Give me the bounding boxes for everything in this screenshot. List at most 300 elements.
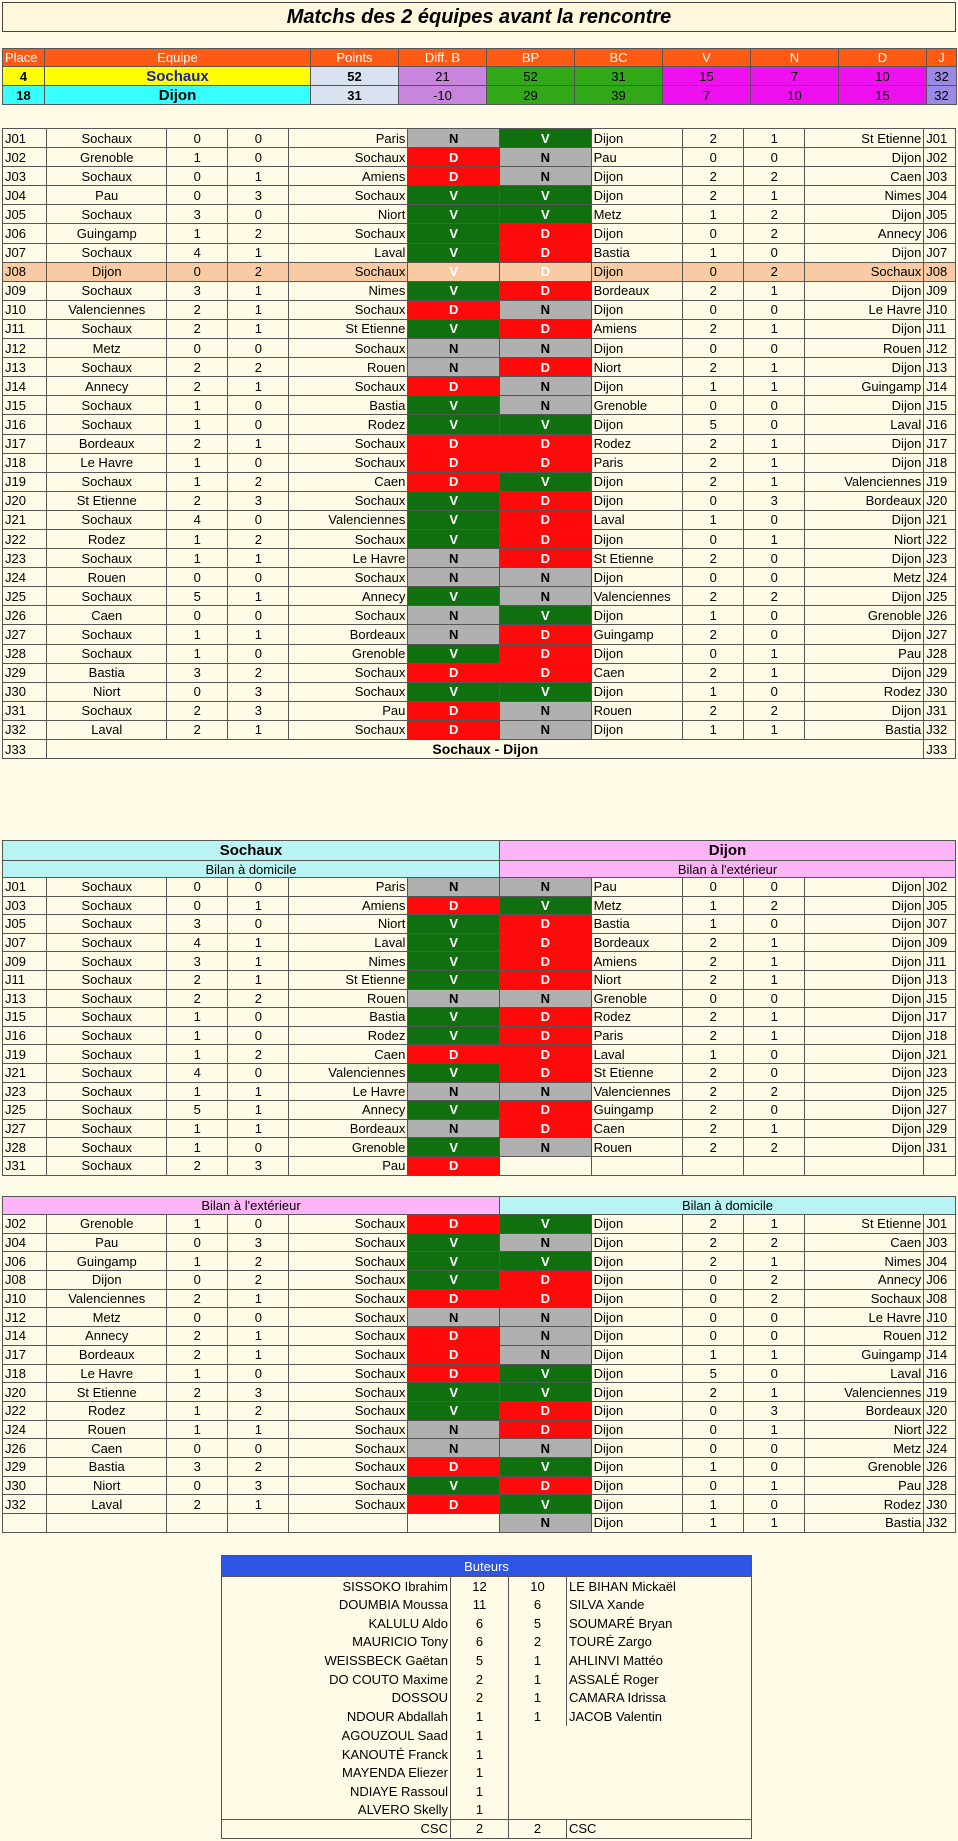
result-badge: N [499, 377, 591, 396]
result-badge: D [500, 915, 592, 934]
fixture-cell: Sochaux [47, 281, 167, 300]
split-cell: 2 [228, 1401, 289, 1420]
split-cell: Sochaux [47, 878, 167, 897]
split-row [3, 1008, 956, 1027]
split-cell: 0 [167, 1439, 228, 1458]
result-badge: V [408, 1233, 500, 1252]
fixture-cell: J13 [3, 358, 47, 377]
split-cell: J04 [924, 1252, 956, 1271]
split-cell: Dijon [591, 1476, 683, 1495]
fixture-cell: J04 [924, 186, 956, 205]
result-badge: N [499, 396, 591, 415]
result-badge: N [499, 587, 591, 606]
split-cell: Rouen [47, 1420, 167, 1439]
split-cell: 1 [167, 1420, 228, 1439]
fixture-cell: Sochaux [47, 472, 167, 491]
fixture-cell: 1 [744, 319, 805, 338]
split-row [3, 1252, 956, 1271]
fixture-cell: 2 [167, 434, 228, 453]
standings-cell: 7 [751, 67, 839, 86]
split-cell: Dijon [805, 896, 924, 915]
split-cell: 1 [228, 1119, 289, 1138]
result-badge: N [408, 989, 500, 1008]
fixture-cell: Guingamp [591, 625, 683, 644]
split-cell: J27 [3, 1119, 47, 1138]
fixture-cell: Dijon [805, 587, 924, 606]
split-cell: J14 [3, 1327, 47, 1346]
fixture-cell: J19 [3, 472, 47, 491]
fixture-cell: Rouen [289, 358, 408, 377]
fixture-cell: Sochaux [47, 644, 167, 663]
split-cell: 2 [167, 1383, 228, 1402]
fixture-cell: Grenoble [805, 606, 924, 625]
fixture-cell: Amiens [289, 167, 408, 186]
split-cell: 2 [683, 1082, 744, 1101]
fixture-cell: Caen [805, 167, 924, 186]
scorer-row [222, 1707, 752, 1726]
scorer-goals: 1 [509, 1707, 567, 1726]
split-cell: Dijon [805, 933, 924, 952]
split-cell: Dijon [591, 1420, 683, 1439]
result-badge: D [499, 243, 591, 262]
split-row [3, 1082, 956, 1101]
split-cell: Le Havre [289, 1082, 408, 1101]
split-cell: Laval [47, 1495, 167, 1514]
scorer-name: LE BIHAN Mickaël [567, 1577, 752, 1596]
next-match-label: Sochaux - Dijon [47, 740, 924, 759]
split-cell: Sochaux [47, 1026, 167, 1045]
split-cell: J23 [3, 1082, 47, 1101]
split-cell: Dijon [805, 989, 924, 1008]
result-badge: V [499, 472, 591, 491]
split-cell: 1 [228, 1101, 289, 1120]
standings-cell: -10 [399, 86, 487, 105]
fixture-cell: 1 [683, 243, 744, 262]
fixture-cell: 1 [744, 720, 805, 739]
split-cell: J07 [924, 915, 956, 934]
split-cell: 2 [683, 1138, 744, 1157]
fixture-cell: Annecy [805, 224, 924, 243]
result-badge: D [500, 1271, 592, 1290]
split-cell: Sochaux [805, 1289, 924, 1308]
fixture-cell: J14 [3, 377, 47, 396]
empty-cell [408, 1514, 500, 1533]
split-cell: J22 [3, 1401, 47, 1420]
split-row [3, 1063, 956, 1082]
standings-cell: 15 [663, 67, 751, 86]
split-cell: J22 [924, 1420, 956, 1439]
scorer-goals: 5 [509, 1614, 567, 1633]
split-row [3, 1289, 956, 1308]
fixture-cell: 2 [683, 663, 744, 682]
fixture-cell: 0 [744, 415, 805, 434]
split-cell: St Etienne [47, 1383, 167, 1402]
split-cell: Guingamp [805, 1345, 924, 1364]
fixture-cell: Dijon [805, 243, 924, 262]
fixture-row [3, 319, 956, 338]
scorer-name: DOSSOU [222, 1689, 451, 1708]
split-cell: 5 [683, 1364, 744, 1383]
split-cell: Sochaux [47, 1082, 167, 1101]
fixture-cell: St Etienne [805, 129, 924, 148]
fixture-row [3, 644, 956, 663]
split-cell: Guingamp [591, 1101, 683, 1120]
fixture-row [3, 167, 956, 186]
result-badge: V [408, 952, 500, 971]
split-cell: Sochaux [289, 1420, 408, 1439]
fixture-cell: 0 [744, 606, 805, 625]
split-cell: Dijon [47, 1271, 167, 1290]
split-cell: 1 [744, 1026, 805, 1045]
fixture-cell: J08 [924, 262, 956, 281]
result-badge: D [408, 720, 500, 739]
split-cell: J05 [924, 896, 956, 915]
fixture-cell: Niort [591, 358, 683, 377]
split-cell: 0 [228, 915, 289, 934]
fixture-cell: J18 [3, 453, 47, 472]
split-cell: 2 [167, 1289, 228, 1308]
csc-label: CSC [567, 1819, 752, 1838]
fixture-cell: 1 [228, 167, 289, 186]
split-cell: 1 [744, 970, 805, 989]
fixture-cell: Dijon [591, 186, 683, 205]
split-cell: Sochaux [47, 933, 167, 952]
fixture-cell: 2 [228, 224, 289, 243]
split-cell: 0 [167, 1308, 228, 1327]
fixture-cell: Laval [47, 720, 167, 739]
fixture-cell: 3 [167, 663, 228, 682]
empty-cell [744, 1156, 805, 1175]
fixture-cell: Dijon [805, 625, 924, 644]
result-badge: N [499, 300, 591, 319]
split-cell: Dijon [591, 1345, 683, 1364]
fixture-cell: J32 [3, 720, 47, 739]
fixture-cell: J29 [924, 663, 956, 682]
split-row [3, 1514, 956, 1533]
result-badge: V [408, 1138, 500, 1157]
split-cell: Metz [591, 896, 683, 915]
split-cell: J08 [924, 1289, 956, 1308]
fixture-cell: 1 [228, 243, 289, 262]
result-badge: N [500, 1439, 592, 1458]
split-cell: 2 [744, 1289, 805, 1308]
split-cell: Dijon [591, 1271, 683, 1290]
split-cell: Sochaux [47, 1045, 167, 1064]
split-cell: Dijon [805, 1119, 924, 1138]
split-cell: Sochaux [289, 1327, 408, 1346]
fixture-cell: Le Havre [289, 549, 408, 568]
fixture-cell: 1 [744, 129, 805, 148]
fixture-row [3, 415, 956, 434]
split-cell: Paris [591, 1026, 683, 1045]
fixture-row [3, 663, 956, 682]
fixture-cell: Rouen [591, 701, 683, 720]
fixture-cell: 2 [744, 167, 805, 186]
result-badge: D [408, 1215, 500, 1234]
split-cell: J13 [924, 970, 956, 989]
right-subtitle: Bilan à l'extérieur [500, 861, 956, 878]
split-cell: Sochaux [47, 989, 167, 1008]
standings-header-cell: Diff. B [399, 49, 487, 67]
fixture-cell: J20 [3, 491, 47, 510]
split-cell: J26 [3, 1439, 47, 1458]
split-cell: J11 [924, 952, 956, 971]
result-badge: D [408, 1345, 500, 1364]
split-cell: Rouen [289, 989, 408, 1008]
result-badge: N [408, 1439, 500, 1458]
fixture-cell: J21 [3, 510, 47, 529]
result-badge: N [499, 701, 591, 720]
fixture-row [3, 281, 956, 300]
split-cell: 2 [683, 1101, 744, 1120]
fixture-cell: 1 [744, 434, 805, 453]
split-cell: Sochaux [47, 1008, 167, 1027]
split-cell: J12 [924, 1327, 956, 1346]
fixture-cell: J20 [924, 491, 956, 510]
fixture-cell: J03 [924, 167, 956, 186]
split-cell: Paris [289, 878, 408, 897]
fixture-cell: 0 [744, 396, 805, 415]
fixture-cell: Nimes [805, 186, 924, 205]
split-cell: J16 [3, 1026, 47, 1045]
split-cell: J16 [924, 1364, 956, 1383]
result-badge: D [500, 1476, 592, 1495]
result-badge: V [408, 933, 500, 952]
buteurs-title: Buteurs [222, 1556, 752, 1577]
fixture-cell: 0 [744, 148, 805, 167]
fixture-cell: Bastia [289, 396, 408, 415]
fixture-cell: Sochaux [289, 491, 408, 510]
split-cell: Bordeaux [591, 933, 683, 952]
result-badge: V [499, 606, 591, 625]
fixture-cell: Sochaux [47, 167, 167, 186]
split-cell: 0 [683, 1289, 744, 1308]
fixture-cell: Pau [591, 148, 683, 167]
result-badge: D [500, 970, 592, 989]
split-cell: 0 [228, 1063, 289, 1082]
empty-cell [683, 1156, 744, 1175]
result-badge: D [408, 1495, 500, 1514]
result-badge: V [408, 587, 500, 606]
split-cell: 0 [683, 1420, 744, 1439]
fixture-cell: Caen [289, 472, 408, 491]
split-cell: Nimes [805, 1252, 924, 1271]
split-cell: Dijon [805, 970, 924, 989]
fixture-cell: J22 [924, 529, 956, 548]
fixture-cell: Sochaux [289, 339, 408, 358]
split-cell: J26 [924, 1457, 956, 1476]
fixture-cell: Dijon [591, 167, 683, 186]
result-badge: V [408, 224, 500, 243]
fixture-cell: Bordeaux [591, 281, 683, 300]
result-badge: D [500, 952, 592, 971]
split-cell: 2 [167, 970, 228, 989]
fixture-cell: 2 [683, 472, 744, 491]
split-cell: Dijon [591, 1364, 683, 1383]
result-badge: N [408, 1420, 500, 1439]
split-cell: Grenoble [47, 1215, 167, 1234]
split-cell: Sochaux [289, 1383, 408, 1402]
fixture-cell: Dijon [805, 396, 924, 415]
split-cell: Sochaux [47, 1063, 167, 1082]
split-cell: St Etienne [591, 1063, 683, 1082]
csc-count: 2 [451, 1819, 509, 1838]
fixture-cell: Le Havre [47, 453, 167, 472]
fixture-cell: Dijon [591, 491, 683, 510]
split-cell: Bastia [289, 1008, 408, 1027]
empty-cell [509, 1745, 752, 1764]
result-badge: N [408, 625, 500, 644]
split-cell: 0 [683, 1401, 744, 1420]
split-cell: Dijon [591, 1233, 683, 1252]
split-cell: 0 [683, 989, 744, 1008]
fixture-cell: Dijon [47, 262, 167, 281]
fixture-row [3, 396, 956, 415]
split-cell: 1 [167, 1008, 228, 1027]
fixture-row [3, 625, 956, 644]
split-cell: 1 [744, 1476, 805, 1495]
fixture-cell: St Etienne [47, 491, 167, 510]
fixture-cell: Bordeaux [47, 434, 167, 453]
fixture-cell: 0 [167, 682, 228, 701]
split-cell: J06 [924, 1271, 956, 1290]
fixture-cell: 0 [228, 644, 289, 663]
split-cell: Sochaux [289, 1308, 408, 1327]
split-cell: 0 [683, 1271, 744, 1290]
fixture-cell: Valenciennes [47, 300, 167, 319]
split-cell: Pau [591, 878, 683, 897]
split-cell: J17 [924, 1008, 956, 1027]
fixture-cell: 2 [228, 663, 289, 682]
split-cell: 1 [683, 1514, 744, 1533]
fixture-cell: 0 [167, 339, 228, 358]
split-cell: 3 [167, 952, 228, 971]
fixture-row [3, 224, 956, 243]
split-cell: 3 [228, 1476, 289, 1495]
standings-cell: 32 [927, 86, 957, 105]
split-cell: Rodez [289, 1026, 408, 1045]
split-cell: Niort [47, 1476, 167, 1495]
split-row [3, 1215, 956, 1234]
standings-cell: 10 [839, 67, 927, 86]
fixture-cell: 1 [683, 682, 744, 701]
result-badge: V [408, 243, 500, 262]
result-badge: V [408, 205, 500, 224]
split-cell: Bordeaux [805, 1401, 924, 1420]
split-cell: Sochaux [47, 1119, 167, 1138]
split-cell: J07 [3, 933, 47, 952]
fixture-cell: 2 [167, 491, 228, 510]
fixture-cell: Dijon [805, 549, 924, 568]
fixture-cell: 2 [167, 701, 228, 720]
split-cell: Metz [47, 1308, 167, 1327]
empty-cell [591, 1156, 683, 1175]
standings-cell: 32 [927, 67, 957, 86]
fixture-cell: 1 [228, 549, 289, 568]
fixture-cell: Guingamp [805, 377, 924, 396]
split-cell: J09 [924, 933, 956, 952]
split-row [3, 1026, 956, 1045]
fixture-cell: 1 [167, 549, 228, 568]
fixture-cell: 3 [228, 682, 289, 701]
split-cell: J18 [924, 1026, 956, 1045]
split-cell: 0 [744, 915, 805, 934]
fixture-row [3, 262, 956, 281]
fixture-cell: Metz [805, 568, 924, 587]
standings-header [3, 49, 957, 67]
fixture-cell: J02 [3, 148, 47, 167]
fixture-cell: 2 [683, 434, 744, 453]
page-title: Matchs des 2 équipes avant la rencontre [2, 2, 956, 32]
split-cell: 2 [744, 1082, 805, 1101]
empty-cell [924, 1156, 956, 1175]
split-cell: Rodez [47, 1401, 167, 1420]
fixture-cell: Sochaux [47, 396, 167, 415]
scorer-goals: 1 [451, 1782, 509, 1801]
standings-header-cell: D [839, 49, 927, 67]
fixture-cell: J10 [3, 300, 47, 319]
fixture-cell: 1 [744, 663, 805, 682]
fixture-cell: 4 [167, 243, 228, 262]
result-badge: V [408, 396, 500, 415]
split-cell: 1 [228, 1289, 289, 1308]
fixture-row [3, 377, 956, 396]
fixture-cell: 0 [167, 186, 228, 205]
fixture-cell: 2 [683, 129, 744, 148]
result-badge: D [500, 1063, 592, 1082]
split-row [3, 1045, 956, 1064]
split-cell: Sochaux [47, 896, 167, 915]
fixture-cell: Dijon [591, 606, 683, 625]
split-cell: 1 [228, 1082, 289, 1101]
scorer-row [222, 1763, 752, 1782]
result-badge: V [408, 1008, 500, 1027]
split-cell: 2 [228, 1457, 289, 1476]
split-cell: Sochaux [289, 1495, 408, 1514]
fixture-cell: St Etienne [289, 319, 408, 338]
split-cell: 2 [167, 1495, 228, 1514]
split-cell: 3 [228, 1233, 289, 1252]
fixture-cell: Pau [289, 701, 408, 720]
split-cell: Caen [289, 1045, 408, 1064]
split-cell: Valenciennes [47, 1289, 167, 1308]
fixture-cell: 0 [744, 300, 805, 319]
fixture-cell: J22 [3, 529, 47, 548]
fixture-cell: Amiens [591, 319, 683, 338]
fixture-cell: 1 [683, 205, 744, 224]
split-cell: J24 [3, 1420, 47, 1439]
split-row [3, 1327, 956, 1346]
split-cell: 0 [228, 1308, 289, 1327]
result-badge: D [408, 434, 500, 453]
fixture-cell: 0 [228, 415, 289, 434]
split-row [3, 970, 956, 989]
fixture-cell: J32 [924, 720, 956, 739]
split-cell: 2 [228, 1045, 289, 1064]
split-row [3, 1383, 956, 1402]
fixture-cell: 2 [744, 205, 805, 224]
result-badge: V [408, 970, 500, 989]
split-cell: 3 [744, 1401, 805, 1420]
standings-cell: 10 [751, 86, 839, 105]
fixture-cell: Metz [47, 339, 167, 358]
fixture-cell: 1 [167, 472, 228, 491]
fixture-cell: Dijon [591, 415, 683, 434]
split-cell: 0 [228, 1138, 289, 1157]
fixture-row [3, 472, 956, 491]
scorer-goals: 1 [451, 1726, 509, 1745]
split-row [3, 1308, 956, 1327]
